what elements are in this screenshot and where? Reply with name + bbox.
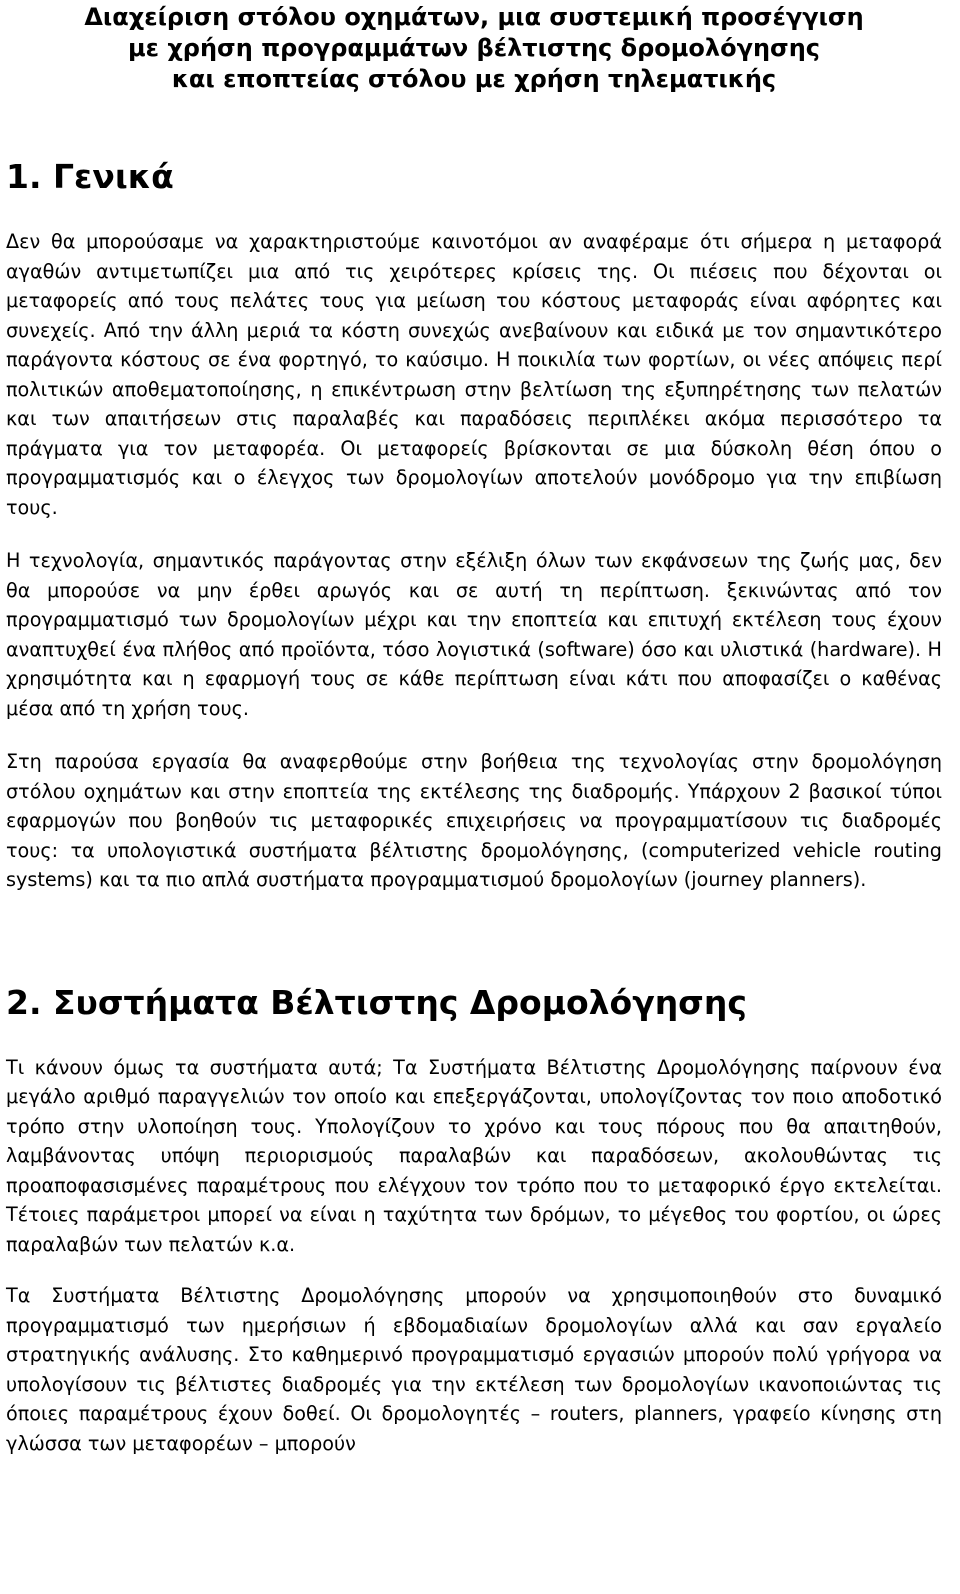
section-routing-systems — [6, 983, 942, 1459]
title-line: Διαχείριση στόλου οχημάτων, μια συστεμική προσέγγιση — [84, 3, 864, 31]
section-heading: 2. Συστήματα Βέλτιστης Δρομολόγησης — [6, 982, 747, 1022]
document-page — [6, 0, 942, 1458]
title-line: και εποπτείας στόλου με χρήση τηλεματικής — [171, 65, 777, 93]
paragraph: Τα Συστήματα Βέλτιστης Δρομολόγησης μπορούν να χρησιμοποιηθούν στο δυναμικό προγραμματισμό των ημερήσιων ή εβδομαδιαίων δρομολογίων αλλά και σαν εργαλείο στρατηγικής ανάλυσης. Στο καθημερινό προγραμματισμό εργασιών μπορούν πολύ γρήγορα να υπολογίσουν τις βέλτιστες διαδρομές για την εκτέλεση των δρομολογίων ικανοποιώντας τις όποιες παραμέτρους έχουν δοθεί. Οι δρομολογητές – routers, planners, γραφείο κίνησης στη γλώσσα των μεταφορέων – μπορούν — [6, 1284, 942, 1455]
paragraph: Τι κάνουν όμως τα συστήματα αυτά; Τα Συστήματα Βέλτιστης Δρομολόγησης παίρνουν ένα μεγάλο αριθμό παραγγελιών τον οποίο και επεξεργάζονται, υπολογίζοντας τον ποιο αποδοτικό τρόπο στην υλοποίηση τους. Υπολογίζουν το χρόνο και τους πόρους που θα απαιτηθούν, λαμβάνοντας υπόψη περιορισμούς παραλαβών και παραδόσεων, ακολουθώντας τις προαποφασισμένες παραμέτρους που ελέγχουν τον τρόπο που το μεταφορικό έργο εκτελείται. Τέτοιες παράμετροι μπορεί να είναι η ταχύτητα των δρόμων, το μέγεθος του φορτίου, οι ώρες παραλαβών των πελατών κ.α. — [6, 1055, 942, 1256]
title-line: με χρήση προγραμμάτων βέλτιστης δρομολόγησης — [127, 34, 821, 62]
section-general — [6, 157, 942, 895]
document-title — [6, 0, 942, 95]
paragraph: Στη παρούσα εργασία θα αναφερθούμε στην βοήθεια της τεχνολογίας στην δρομολόγηση στόλου οχημάτων και στην εποπτεία της εκτέλεσης της διαδρομής. Υπάρχουν 2 βασικοί τύποι εφαρμογών που βοηθούν τις μεταφορικές επιχειρήσεις να προγραμματίσουν τις διαδρομές τους: τα υπολογιστικά συστήματα βέλτιστης δρομολόγησης, (computerized vehicle routing systems) και τα πιο απλά συστήματα προγραμματισμού δρομολογίων (journey planners). — [6, 750, 942, 891]
section-heading: 1. Γενικά — [6, 157, 174, 196]
paragraph: Η τεχνολογία, σημαντικός παράγοντας στην εξέλιξη όλων των εκφάνσεων της ζωής μας, δεν θα μπορούσε να μην έρθει αρωγός και σε αυτή τη περίπτωση. ξεκινώντας από τον προγραμματισμό των δρομολογίων μέχρι και την εποπτεία και επιτυχή εκτέλεση τους έχουν αναπτυχθεί ένα πλήθος από προϊόντα, τόσο λογιστικά (software) όσο και υλιστικά (hardware). Η χρησιμότητα και η εφαρμογή τους σε κάθε περίπτωση είναι κάτι που αποφασίζει ο καθένας μέσα από τη χρήση τους. — [6, 549, 942, 720]
paragraph: Δεν θα μπορούσαμε να χαρακτηριστούμε καινοτόμοι αν αναφέραμε ότι σήμερα η μεταφορά αγαθών αντιμετωπίζει μια από τις χειρότερες κρίσεις της. Οι πιέσεις που δέχονται οι μεταφορείς από τους πελάτες τους για μείωση του κόστους μεταφοράς είναι αφόρητες και συνεχείς. Από την άλλη μεριά τα κόστη συνεχώς ανεβαίνουν και ειδικά με τον σημαντικότερο παράγοντα κόστους σε ένα φορτηγό, το καύσιμο. Η ποικιλία των φορτίων, οι νέες απόψεις περί πολιτικών αποθεματοποίησης, η επικέντρωση στην βελτίωση της εξυπηρέτησης των πελατών και των απαιτήσεων στις παραλαβές και παραδόσεις περιπλέκει ακόμα περισσότερο τα πράγματα για τον μεταφορέα. Οι μεταφορείς βρίσκονται σε μια δύσκολη θέση όπου ο προγραμματισμός και ο έλεγχος των δρομολογίων αποτελούν μονόδρομο για την επιβίωση τους. — [6, 230, 942, 519]
